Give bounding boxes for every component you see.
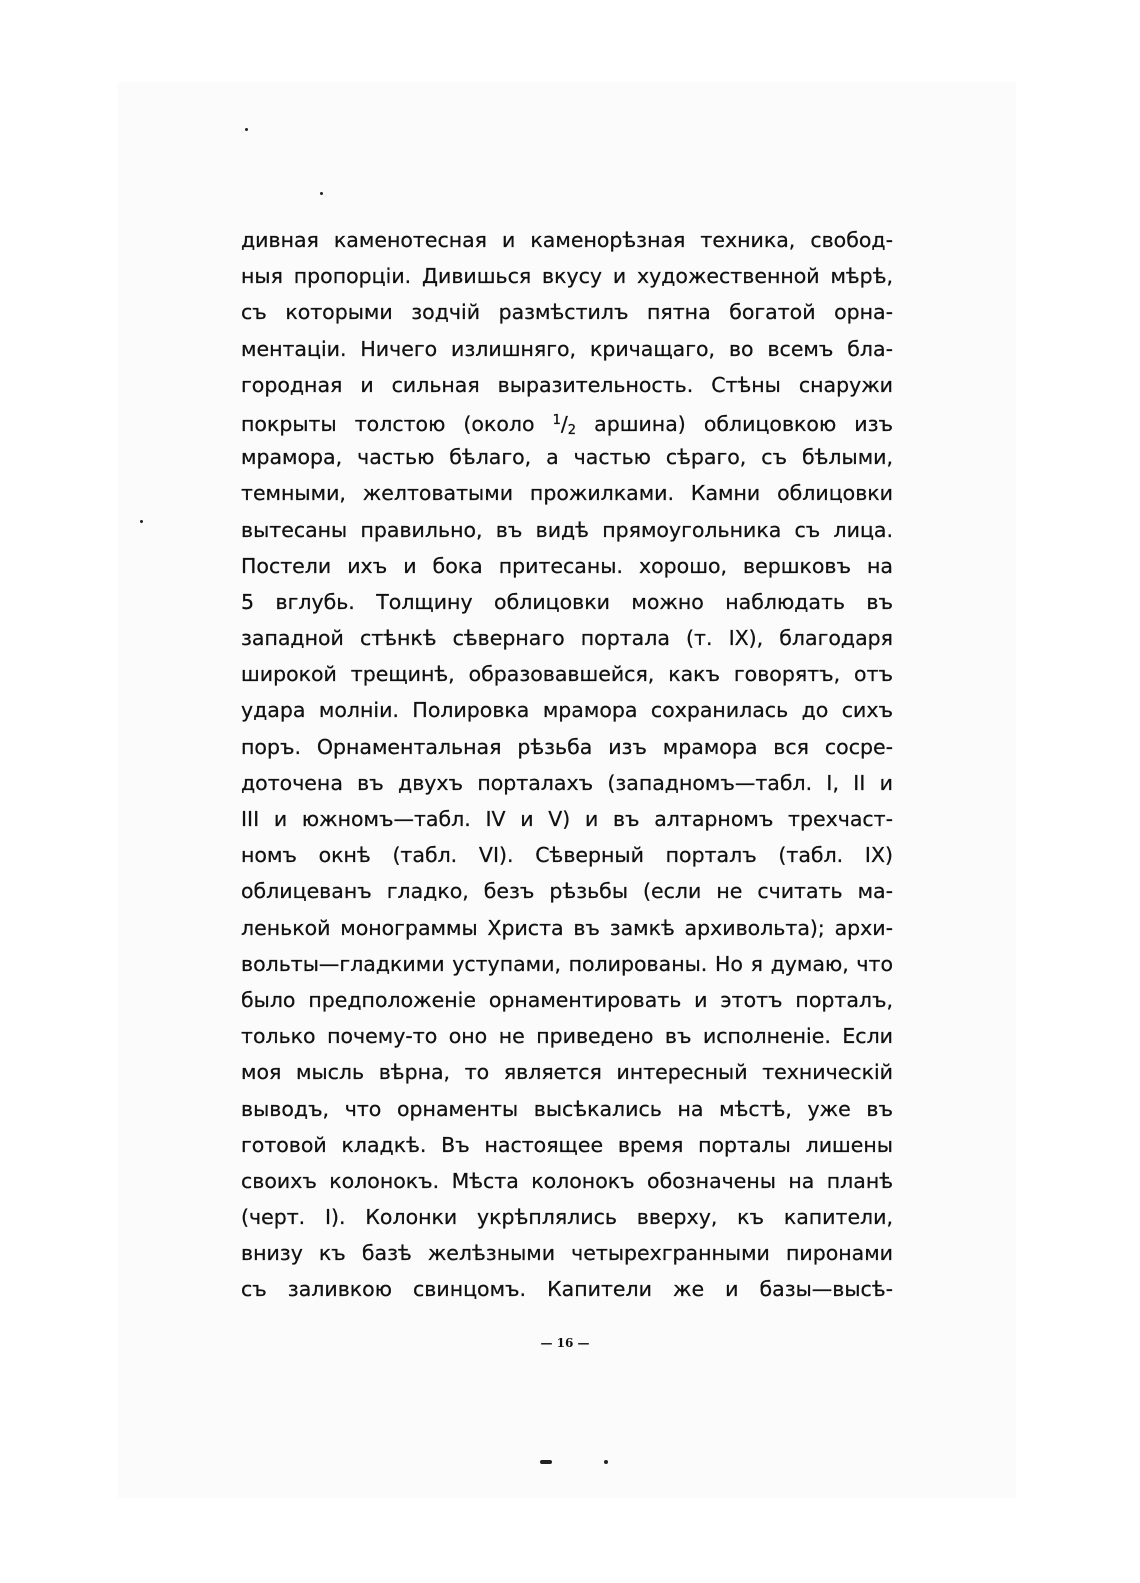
text-line: своихъ колонокъ. Мѣста колонокъ обозначены на планѣ [241,1168,893,1193]
page-number: — 16 — [540,1336,590,1350]
text-line: удара молнiи. Полировка мрамора сохранилась до сихъ [241,698,893,723]
text-line: западной стѣнкѣ сѣвернаго портала (т. IX), благодаря [241,626,893,651]
text-line: мрамора, частью бѣлаго, а частью сѣраго, съ бѣлыми, [241,445,893,470]
scan-speck [604,1460,608,1464]
fraction-numerator: 1 [552,412,561,428]
scan-speck [320,192,323,195]
text-line-with-fraction: покрыты толстою (около $^1$/2 аршина) облицовкою изъ [241,411,893,438]
text-line: только почему-то оно не приведено въ исполненiе. Если [241,1024,893,1049]
fraction-denominator: 2 [567,422,577,438]
text-line-tail: аршина) облицовкою изъ [576,411,893,436]
text-line: ленькой монограммы Христа въ замкѣ архивольта); архи- [241,915,893,940]
text-line: доточена въ двухъ порталахъ (западномъ—табл. I, II и [241,770,893,795]
text-line: внизу къ базѣ желѣзными четырехгранными пиронами [241,1241,893,1266]
text-line: номъ окнѣ (табл. VI). Сѣверный порталъ (табл. IX) [241,843,893,868]
text-line: вытесаны правильно, въ видѣ прямоугольника съ лица. [241,517,893,542]
text-line: 5 вглубь. Толщину облицовки можно наблюдать въ [241,589,893,614]
text-line: моя мысль вѣрна, то является интересный техническій [241,1060,893,1085]
text-line: Постели ихъ и бока притесаны. хорошо, вершковъ на [241,553,893,578]
scan-speck [245,128,248,131]
scan-speck [140,520,143,523]
text-line: вольты—гладкими уступами, полированы. Но я думаю, что [241,951,893,976]
text-line: готовой кладкѣ. Въ настоящее время порталы лишены [241,1132,893,1157]
text-line: широкой трещинѣ, образовавшейся, какъ говорятъ, отъ [241,662,893,687]
text-line: съ которыми зодчій размѣстилъ пятна богатой орна- [241,300,893,325]
text-line: темными, желтоватыми прожилками. Камни облицовки [241,481,893,506]
text-line: дивная каменотесная и каменорѣзная техника, свобод- [241,228,893,252]
text-line: облицеванъ гладко, безъ рѣзьбы (если не считать ма- [241,879,893,904]
text-line: (черт. I). Колонки укрѣплялись вверху, къ капители, [241,1205,893,1230]
text-line: выводъ, что орнаменты высѣкались на мѣстѣ, уже въ [241,1096,893,1121]
text-line: было предположенiе орнаментировать и этотъ порталъ, [241,987,893,1012]
text-line: съ заливкою свинцомъ. Капители же и базы—высѣ- [241,1277,893,1302]
text-line: III и южномъ—табл. IV и V) и въ алтарномъ трехчаст- [241,807,893,831]
body-text [241,222,893,1308]
scan-speck [540,1460,552,1464]
text-line: городная и сильная выразительность. Стѣны снаружи [241,372,893,397]
text-line: поръ. Орнаментальная рѣзьба изъ мрамора вся сосре- [241,734,893,759]
text-line: ныя пропорцiи. Дивишься вкусу и художественной мѣрѣ, [241,264,893,289]
text-line-head: покрыты толстою (около [241,411,553,436]
text-line: ментацiи. Ничего излишняго, кричащаго, во всемъ бла- [241,336,893,361]
